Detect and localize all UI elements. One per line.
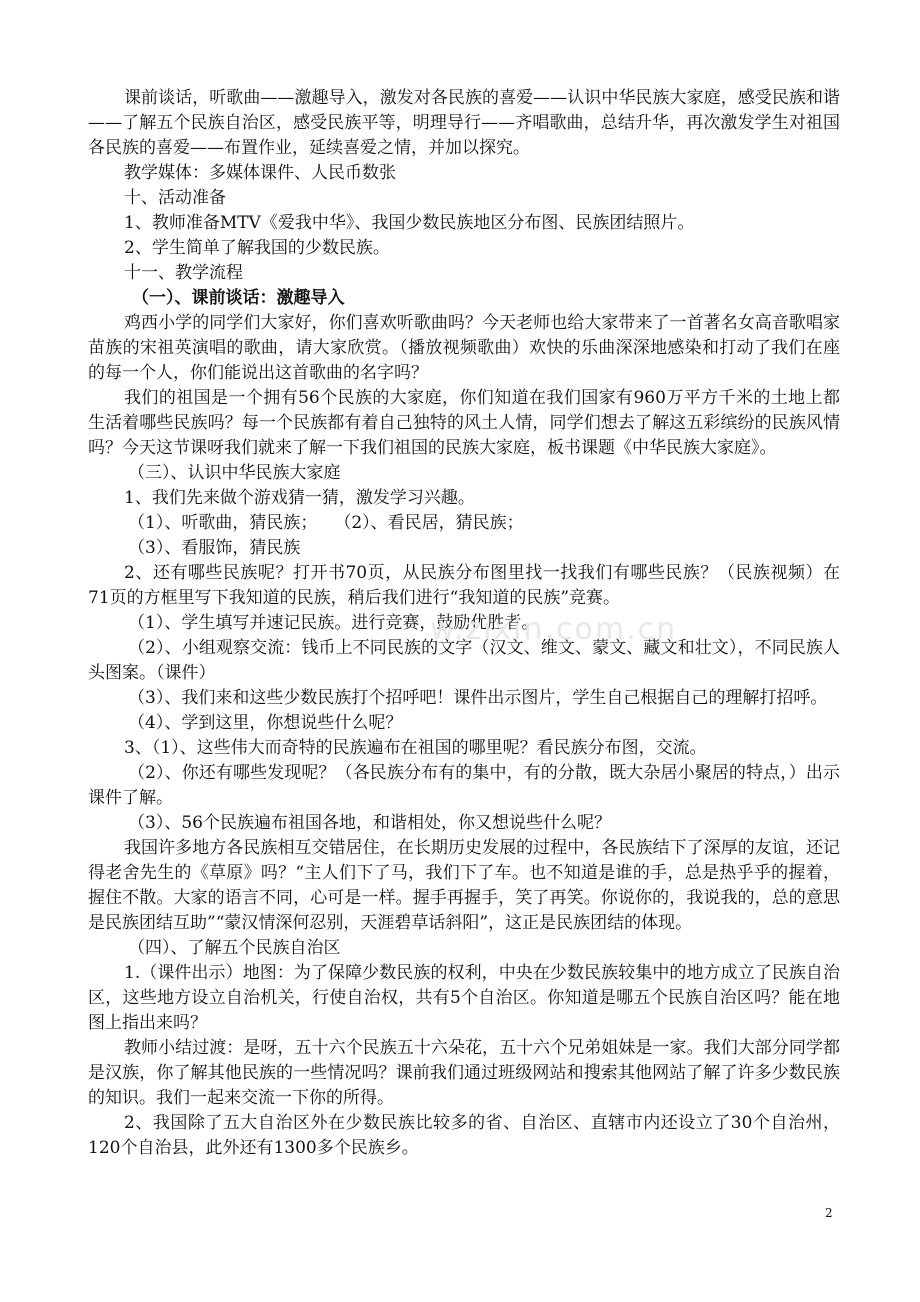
heading-activity-prep: 十、活动准备	[124, 188, 226, 208]
watermark: w.zixin.com.cn	[430, 612, 678, 647]
paragraph-overview: 课前谈话，听歌曲——激趣导入，激发对各民族的喜爱——认识中华民族大家庭，感受民族和谐——了解五个民族自治区，感受民族平等，明理导行——齐唱歌曲，总结升华，再次激发学生对祖国各民族的喜爱——布置作业，延续喜爱之情，并加以探究。	[88, 88, 840, 158]
paragraph-autonomous-prefectures: 2、我国除了五大自治区外在少数民族比较多的省、自治区、直辖市内还设立了30个自治州，120个自治县，此外还有1300多个民族乡。	[88, 1113, 840, 1158]
paragraph-game: 1、我们先来做个游戏猜一猜，激发学习兴趣。	[124, 488, 475, 508]
paragraph-step-2: （2）、小组观察交流：钱币上不同民族的文字（汉文、维文、蒙文、藏文和壮文），不同民族人头图案。（课件）	[88, 638, 840, 683]
heading-section-3: （三）、认识中华民族大家庭	[128, 463, 341, 483]
paragraph-prep-2: 2、学生简单了解我国的少数民族。	[124, 238, 390, 258]
paragraph-distribution-2: （2）、你还有哪些发现呢？（各民族分布有的集中，有的分散，既大杂居小聚居的特点，）出示课件了解。	[88, 763, 840, 808]
paragraph-game-3: （3）、看服饰，猜民族	[128, 538, 301, 558]
paragraph-step-1: （1）、学生填写并速记民族。进行竞赛，鼓励优胜者。	[128, 613, 539, 633]
paragraph-intro-song: 鸡西小学的同学们大家好，你们喜欢听歌曲吗？今天老师也给大家带来了一首著名女高音歌唱家苗族的宋祖英演唱的歌曲，请大家欣赏。（播放视频歌曲）欢快的乐曲深深地感染和打动了我们在座的每一个人，你们能说出这首歌曲的名字吗？	[88, 313, 840, 383]
paragraph-step-4: （4）、学到这里，你想说些什么呢？	[128, 713, 403, 733]
paragraph-distribution-3: （3）、56个民族遍布祖国各地，和谐相处，你又想说些什么呢？	[128, 813, 611, 833]
paragraph-unity: 我国许多地方各民族相互交错居住，在长期历史发展的过程中，各民族结下了深厚的友谊，还记得老舍先生的《草原》吗？“主人们下了马，我们下了车。也不知道是谁的手，总是热乎乎的握着，握住不散。大家的语言不同，心可是一样。握手再握手，笑了再笑。你说你的，我说我的，总的意思是民族团结互助”“蒙汉情深何忍别，天涯碧草话斜阳”，这正是民族团结的体现。	[88, 838, 840, 933]
page-number: 2	[825, 1206, 833, 1220]
heading-section-1: （一）、课前谈话：激趣导入	[132, 288, 345, 308]
paragraph-step-3: （3）、我们来和这些少数民族打个招呼吧！课件出示图片，学生自己根据自己的理解打招呼。	[128, 688, 828, 708]
paragraph-distribution-1: 3、（1）、这些伟大而奇特的民族遍布在祖国的哪里呢？看民族分布图，交流。	[124, 738, 707, 758]
paragraph-teacher-summary: 教师小结过渡：是呀，五十六个民族五十六朵花，五十六个兄弟姐妹是一家。我们大部分同学都是汉族，你了解其他民族的一些情况吗？课前我们通过班级网站和搜索其他网站了解了许多少数民族的知识。我们一起来交流一下你的所得。	[88, 1038, 840, 1108]
paragraph-find-nations: 2、还有哪些民族呢？打开书70页，从民族分布图里找一找我们有哪些民族？（民族视频）在71页的方框里写下我知道的民族，稍后我们进行“我知道的民族”竞赛。	[88, 563, 840, 608]
paragraph-media: 教学媒体：多媒体课件、人民币数张	[124, 163, 396, 183]
heading-section-4: （四）、了解五个民族自治区	[128, 938, 341, 958]
paragraph-prep-1: 1、教师准备MTV《爱我中华》、我国少数民族地区分布图、民族团结照片。	[124, 213, 695, 233]
heading-teaching-flow: 十一、教学流程	[124, 263, 243, 283]
paragraph-autonomous-regions: 1.（课件出示）地图：为了保障少数民族的权利，中央在少数民族较集中的地方成立了民族自治区，这些地方设立自治机关，行使自治权，共有5个自治区。你知道是哪五个民族自治区吗？能在地图上指出来吗？	[88, 963, 840, 1033]
paragraph-game-1-2: （1）、听歌曲，猜民族； （2）、看民居，猜民族；	[128, 513, 524, 533]
paragraph-motherland: 我们的祖国是一个拥有56个民族的大家庭，你们知道在我们国家有960万平方千米的土地上都生活着哪些民族吗？每一个民族都有着自己独特的风土人情，同学们想去了解这五彩缤纷的民族风情吗？今天这节课呀我们就来了解一下我们祖国的民族大家庭，板书课题《中华民族大家庭》。	[88, 388, 840, 458]
